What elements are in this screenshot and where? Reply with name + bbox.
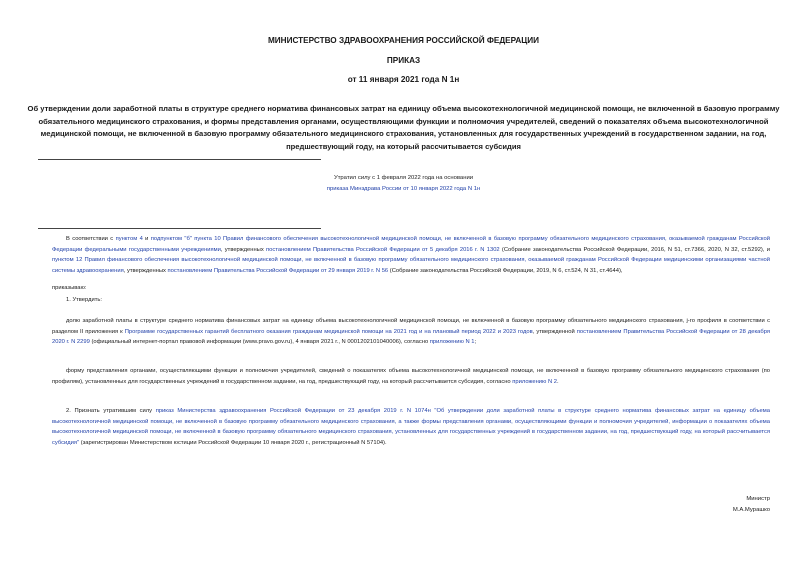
order-1074n-link[interactable]: приказ Министерства здравоохранения Российской Федерации от 23 декабря 2019 г. N 1074н "Об утверждении доли заработной платы в структуре среднего норматива финансовых затрат на единицу объема высокотехнологичной медицинской помощи, не включенной в базовую программу обязательного медицинского страхования, а также формы представления органами, осуществляющими функции и полномочия учредителей, информации о показателях объема высокотехнологичной медицинской помощи, не включенной в базовую программу обязательного медицинского страхования, установленных для государственных учреждений в государственном задании, на год, предшествующий году, на который рассчитывается субсидия" [52, 408, 770, 446]
appendix-1-link[interactable]: приложению N 1 [429, 339, 475, 346]
resolution-56-link[interactable]: постановлением Правительства Российской Федерации от 29 января 2019 г. N 56 [167, 267, 389, 274]
legal-basis-paragraph [52, 234, 770, 276]
salary-share-paragraph [52, 316, 770, 348]
approve-item: 1. Утвердить: [66, 297, 103, 303]
divider [38, 159, 321, 160]
text: 2. Признать утратившим силу [66, 408, 156, 414]
point-12-link[interactable]: пунктом 12 Правил финансового обеспечения высокотехнологичной медицинской помощи, не включенной в базовую программу обязательного медицинского страхования, оказываемой гражданам Российской Федерации медицинскими организациями частной системы здравоохранения [52, 257, 770, 274]
text: и [142, 236, 151, 242]
point-4-link[interactable]: пунктом 4 [115, 236, 143, 242]
text: , утвержденных [220, 246, 267, 253]
status-text: Утратил силу с 1 февраля 2022 года на основании [333, 175, 474, 181]
text: . [557, 378, 559, 385]
text: (Собрание законодательства Российской Федерации, 2019, N 6, ст.524, N 31, ст.4644), [388, 267, 623, 274]
divider [38, 228, 321, 229]
rules-subpoint-link[interactable]: подпунктом "б" пункта 10 Правил финансового обеспечения высокотехнологичной медицинской помощи, не включенной в базовую программу обязательного медицинского страхования, оказываемой гражданам Российской Федерации федеральными государственными учреждениями [52, 236, 770, 253]
order-date: от 11 января 2021 года N 1н [347, 75, 460, 84]
repeal-order-link[interactable]: приказа Минздрава России от 10 января 2022 года N 1н [326, 186, 481, 192]
text: ; [474, 339, 477, 346]
signatory-position: Министр [746, 496, 770, 502]
text: (Собрание законодательства Российской Федерации, 2016, N 51, ст.7366, 2020, N 32, ст.5292), и [499, 246, 770, 253]
resolution-1302-link[interactable]: постановлением Правительства Российской Федерации от 5 декабря 2016 г. N 1302 [266, 246, 500, 253]
form-paragraph [52, 366, 770, 387]
repeal-paragraph [52, 406, 770, 448]
text: , утвержденных [123, 267, 168, 274]
validity-status [0, 173, 807, 195]
document-title: Об утверждении доли заработной платы в структуре среднего норматива финансовых затрат на единицу объема высокотехнологичной медицинской помощи, не включенной в базовую программу обязательного медицинского страхования, и формы представления органами, осуществляющими функции и полномочия учредителей, сведений о показателях объема высокотехнологичной медицинской помощи, не включенной в базовую программу обязательного медицинского страхования, установленных для государственных учреждений в государственном задании, на год, предшествующий году, на который рассчитывается субсидия [27, 104, 780, 151]
text: (зарегистрирован Министерством юстиции Российской Федерации 10 января 2020 г., регистрационный N 57104). [79, 439, 387, 446]
text: (официальный интернет-портал правовой информации (www.pravo.gov.ru), 4 января 2021 г., N 0001202101040006), согласно [89, 339, 430, 346]
text: форму представления органами, осуществляющими функции и полномочия учредителей, сведений о показателях объема высокотехнологичной медицинской помощи, не включенной в базовую программу обязательного медицинского страхования (по профилям), установленных для государственных учреждений в государственном задании, на год, предшествующий году, на который рассчитывается субсидия, согласно [52, 368, 770, 385]
text: , утвержденной [532, 328, 577, 335]
order-heading: ПРИКАЗ [386, 56, 421, 65]
signatory-name: М.А.Мурашко [732, 506, 770, 513]
appendix-2-link[interactable]: приложению N 2 [512, 378, 557, 385]
resolution-2299-link[interactable]: постановлением Правительства Российской Федерации от 28 декабря 2020 г. N 2299 [52, 328, 770, 346]
ministry-heading: МИНИСТЕРСТВО ЗДРАВООХРАНЕНИЯ РОССИЙСКОЙ ФЕДЕРАЦИИ [267, 36, 540, 45]
guarantees-program-link[interactable]: Программе государственных гарантий бесплатного оказания гражданам медицинской помощи на 2021 год и на плановый период 2022 и 2023 годов [124, 328, 533, 335]
text: долю заработной платы в структуре среднего норматива финансовых затрат на единицу объема высокотехнологичной медицинской помощи, не включенной в базовую программу обязательного медицинского страхования, j-го профиля в соответствии с разделом II приложения к [52, 318, 770, 335]
orders-word: приказываю: [52, 285, 87, 291]
text: В соответствии с [66, 236, 116, 242]
signature-block [700, 494, 770, 515]
